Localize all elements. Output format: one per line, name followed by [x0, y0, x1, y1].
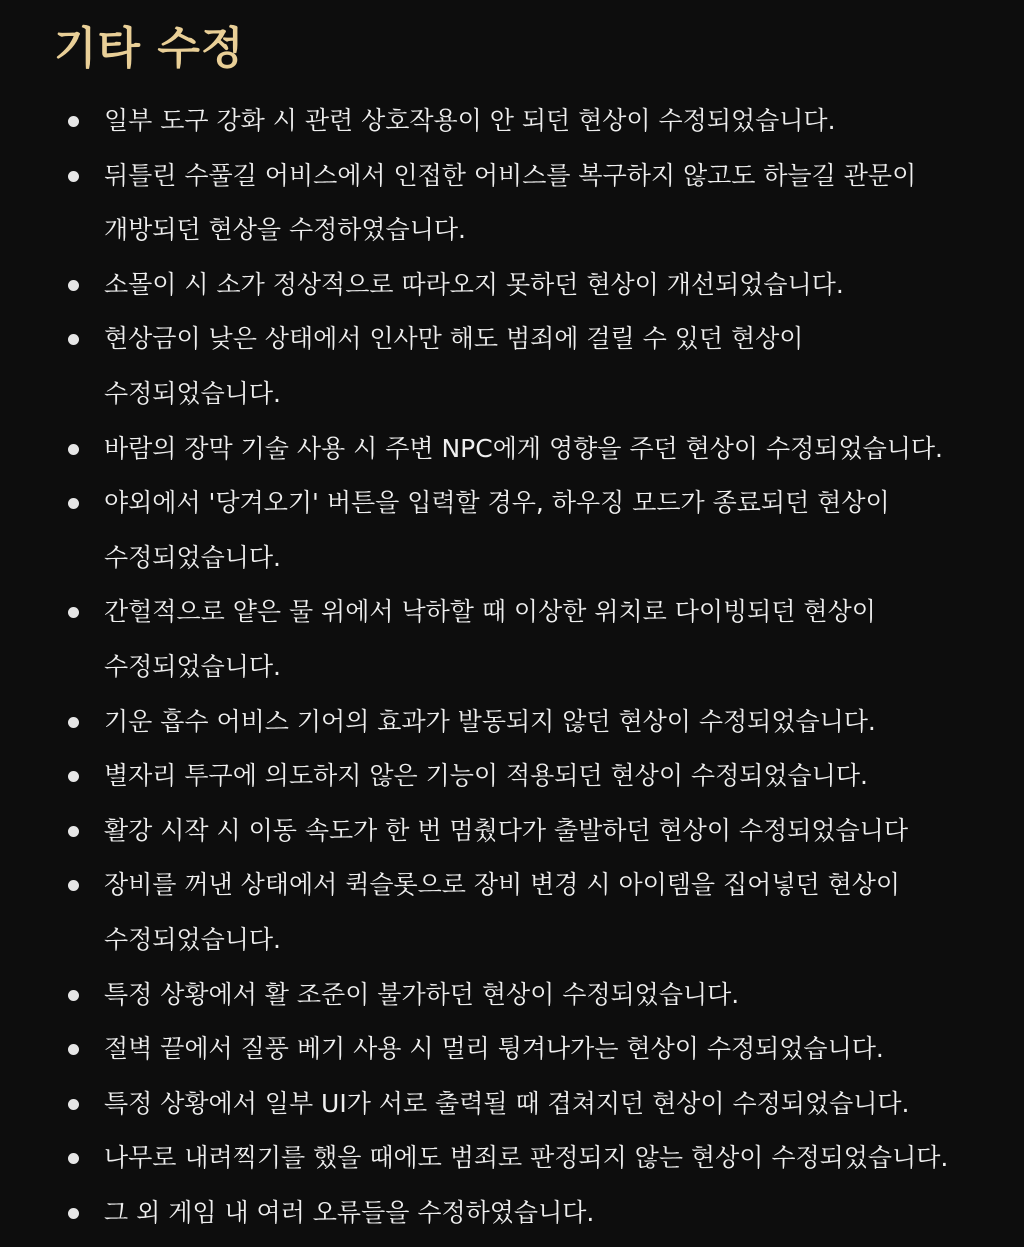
list-item	[54, 585, 984, 694]
list-item	[54, 858, 984, 967]
bullet-icon	[68, 171, 79, 182]
section-title: 기타 수정	[54, 23, 245, 74]
list-item-text: 기운 흡수 어비스 기어의 효과가 발동되지 않던 현상이 수정되었습니다.	[104, 706, 876, 736]
list-item	[54, 476, 984, 585]
list-item-text: 나무로 내려찍기를 했을 때에도 범죄로 판정되지 않는 현상이 수정되었습니다.	[104, 1143, 949, 1173]
list-item	[54, 1186, 984, 1241]
list-item	[54, 695, 984, 750]
bullet-icon	[68, 717, 79, 728]
bullet-icon	[68, 498, 79, 509]
list-item-text: 장비를 꺼낸 상태에서 퀵슬롯으로 장비 변경 시 아이템을 집어넣던 현상이 수정되었습니다.	[104, 870, 901, 954]
bullet-icon	[68, 1153, 79, 1164]
list-item-text: 특정 상황에서 활 조준이 불가하던 현상이 수정되었습니다.	[104, 979, 740, 1009]
list-item-text: 소몰이 시 소가 정상적으로 따라오지 못하던 현상이 개선되었습니다.	[104, 269, 844, 299]
list-item	[54, 312, 984, 421]
list-item	[54, 422, 984, 477]
list-item-text: 야외에서 '당겨오기' 버튼을 입력할 경우, 하우징 모드가 종료되던 현상이 수정되었습니다.	[104, 488, 890, 572]
list-item-text: 간헐적으로 얕은 물 위에서 낙하할 때 이상한 위치로 다이빙되던 현상이 수정되었습니다.	[104, 597, 876, 681]
list-item	[54, 258, 984, 313]
bullet-icon	[68, 990, 79, 1001]
list-item-text: 그 외 게임 내 여러 오류들을 수정하였습니다.	[104, 1197, 595, 1227]
list-item-text: 별자리 투구에 의도하지 않은 기능이 적용되던 현상이 수정되었습니다.	[104, 761, 868, 791]
list-item-text: 일부 도구 강화 시 관련 상호작용이 안 되던 현상이 수정되었습니다.	[104, 106, 836, 135]
bullet-icon	[68, 880, 79, 891]
bullet-icon	[68, 280, 79, 291]
list-item	[54, 1022, 984, 1077]
list-item	[54, 94, 984, 149]
bullet-icon	[68, 1099, 79, 1110]
list-item	[54, 1131, 984, 1186]
list-item-text: 현상금이 낮은 상태에서 인사만 해도 범죄에 걸릴 수 있던 현상이 수정되었습니다.	[104, 324, 804, 408]
bullet-icon	[68, 334, 79, 345]
list-item	[54, 149, 984, 258]
list-item-text: 절벽 끝에서 질풍 베기 사용 시 멀리 튕겨나가는 현상이 수정되었습니다.	[104, 1034, 884, 1064]
list-item	[54, 968, 984, 1023]
fix-list	[54, 94, 984, 1240]
list-item	[54, 1077, 984, 1132]
bullet-icon	[68, 1208, 79, 1219]
bullet-icon	[68, 607, 79, 618]
bullet-icon	[68, 116, 79, 127]
list-item-text: 바람의 장막 기술 사용 시 주변 NPC에게 영향을 주던 현상이 수정되었습니다.	[104, 433, 943, 463]
list-item-text: 특정 상황에서 일부 UI가 서로 출력될 때 겹쳐지던 현상이 수정되었습니다.	[104, 1088, 910, 1118]
list-item-text: 뒤틀린 수풀길 어비스에서 인접한 어비스를 복구하지 않고도 하늘길 관문이 개방되던 현상을 수정하였습니다.	[104, 160, 917, 245]
bullet-icon	[68, 444, 79, 455]
list-item	[54, 804, 984, 859]
bullet-icon	[68, 1044, 79, 1055]
bullet-icon	[68, 771, 79, 782]
list-item	[54, 749, 984, 804]
bullet-icon	[68, 826, 79, 837]
list-item-text: 활강 시작 시 이동 속도가 한 번 멈췄다가 출발하던 현상이 수정되었습니다	[104, 815, 908, 845]
